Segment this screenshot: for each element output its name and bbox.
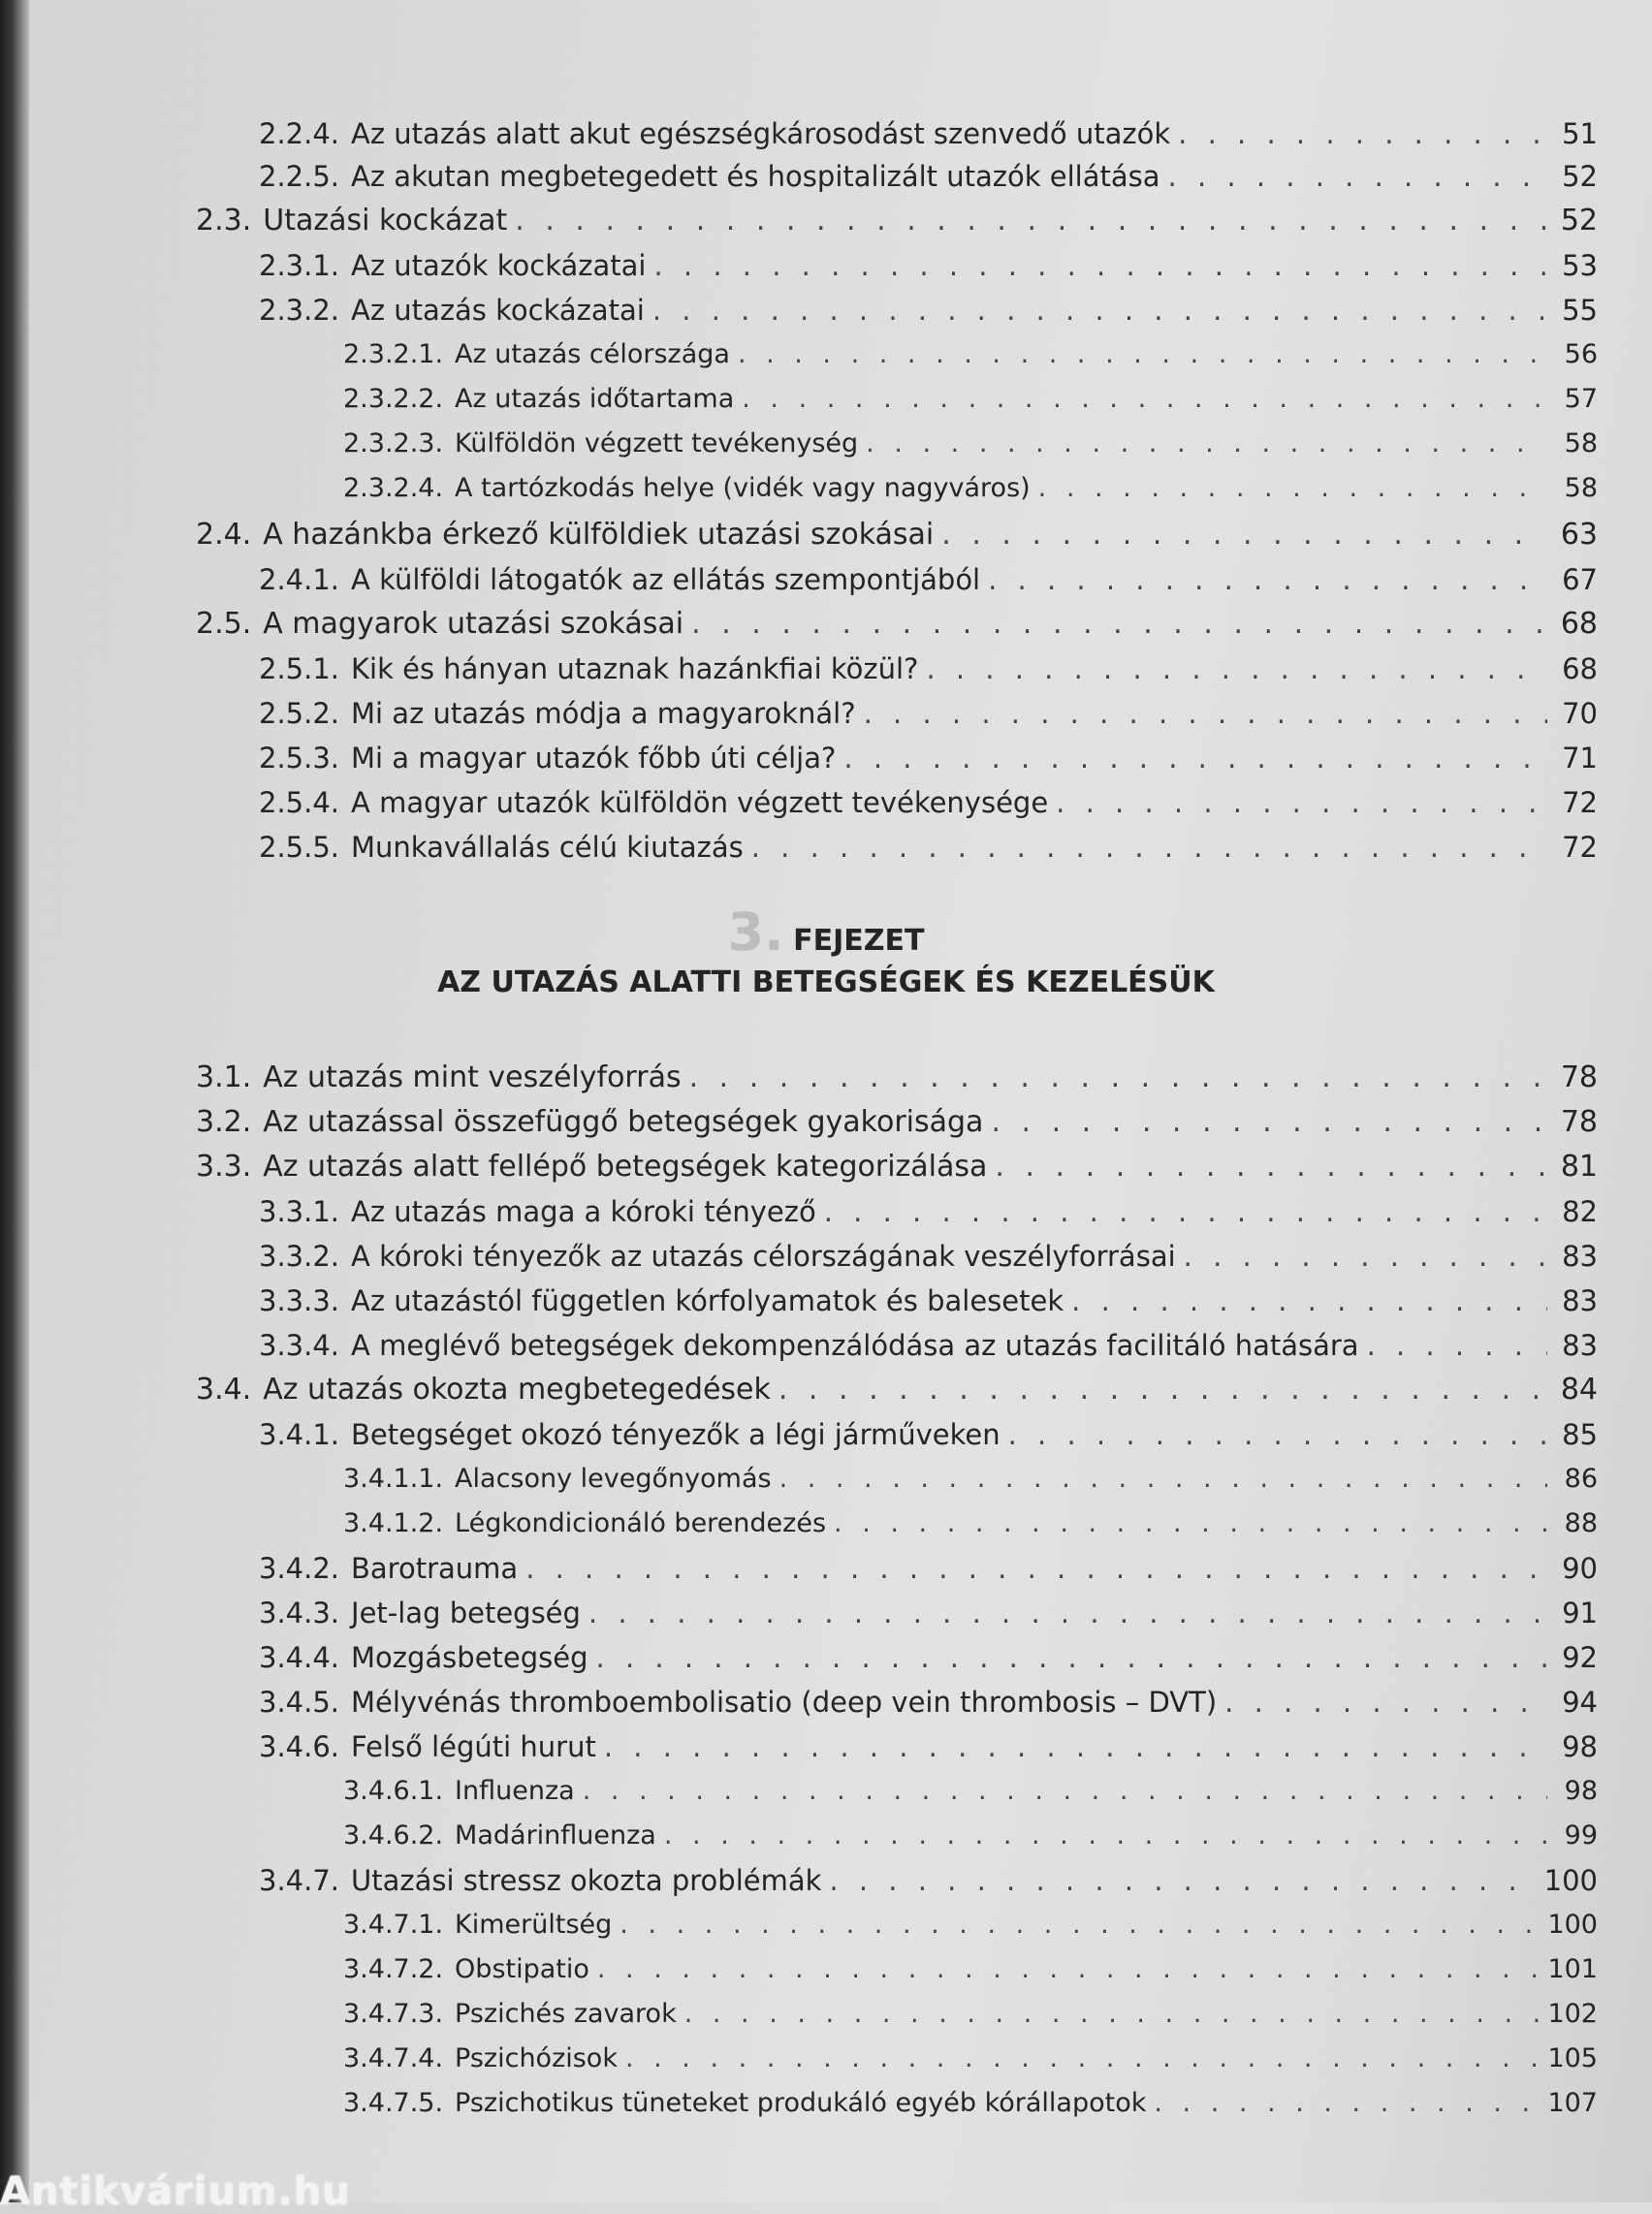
toc-entry-title: A külföldi látogatók az ellátás szempontjából: [351, 563, 981, 596]
dot-leader: [620, 1906, 1540, 1945]
toc-entry-number: 3.4.2.: [259, 1552, 340, 1585]
toc-entry: [196, 605, 1598, 644]
toc-entry: [343, 469, 1598, 508]
toc-entry: [259, 1683, 1598, 1722]
toc-entry-title: Felső légúti hurut: [351, 1730, 596, 1763]
dot-leader: [1038, 469, 1547, 508]
dot-leader: [689, 1059, 1547, 1097]
toc-entry-number: 3.3.1.: [259, 1195, 340, 1228]
toc-entry: [259, 739, 1598, 777]
dot-leader: [864, 694, 1547, 733]
toc-entry-page-number: 57: [1564, 384, 1598, 414]
toc-entry: [196, 1103, 1598, 1142]
toc-entry-number: 2.3.1.: [259, 249, 340, 282]
toc-entry: [259, 1237, 1598, 1276]
toc-entry-title: Az utazás maga a kóroki tényező: [351, 1195, 816, 1228]
chapter-number: 3.: [727, 901, 784, 963]
dot-leader: [995, 1148, 1547, 1186]
toc-entry-page-number: 78: [1560, 1060, 1598, 1094]
toc-entry-title: Pszichózisok: [455, 2043, 618, 2073]
dot-leader: [1367, 1326, 1547, 1365]
toc-entry: [259, 1727, 1598, 1766]
toc-entry-page-number: 71: [1562, 742, 1598, 775]
toc-entry: [343, 1906, 1598, 1945]
toc-entry-title: Az utazók kockázatai: [351, 249, 647, 282]
toc-entry: [259, 828, 1598, 867]
toc-entry: [259, 1326, 1598, 1365]
toc-entry: [343, 1460, 1598, 1499]
toc-entry-number: 3.4.1.2.: [343, 1508, 444, 1538]
toc-entry-title: Utazási stressz okozta problémák: [351, 1864, 822, 1897]
chapter-label: FEJEZET: [793, 924, 925, 958]
toc-entry-title: Betegséget okozó tényezők a légi járműveken: [351, 1418, 1001, 1451]
toc-entry-page-number: 94: [1562, 1686, 1598, 1719]
toc-entry-number: 2.5.1.: [259, 652, 340, 685]
toc-entry-number: 3.3.: [196, 1150, 252, 1184]
dot-leader: [834, 1504, 1547, 1543]
toc-entry-number: 3.2.: [196, 1105, 252, 1139]
toc-entry-page-number: 72: [1562, 786, 1598, 819]
toc-entry-page-number: 68: [1560, 607, 1598, 641]
toc-entry-title: Kik és hányan utaznak hazánkfiai közül?: [351, 652, 919, 685]
toc-entry-page-number: 58: [1564, 473, 1598, 503]
toc-entry-page-number: 92: [1562, 1641, 1598, 1674]
toc-entry-title: Légkondicionáló berendezés: [455, 1508, 827, 1538]
dot-leader: [824, 1192, 1547, 1231]
toc-entry-title: Utazási kockázat: [263, 204, 508, 237]
toc-entry-number: 2.2.4.: [259, 117, 340, 150]
toc-entry-page-number: 52: [1562, 160, 1598, 193]
toc-entry-page-number: 72: [1562, 831, 1598, 864]
toc-entry-page-number: 55: [1562, 294, 1598, 327]
toc-entry-page-number: 91: [1562, 1597, 1598, 1629]
toc-entry-number: 3.4.1.: [259, 1418, 340, 1451]
chapter-title: AZ UTAZÁS ALATTI BETEGSÉGEK ÉS KEZELÉSÜK: [437, 965, 1215, 999]
toc-entry-page-number: 58: [1564, 428, 1598, 459]
toc-entry-page-number: 52: [1560, 204, 1598, 237]
toc-entry-number: 3.4.: [196, 1373, 252, 1407]
dot-leader: [1178, 114, 1547, 153]
toc-entry: [196, 202, 1598, 240]
toc-entry-page-number: 107: [1547, 2088, 1598, 2118]
toc-entry-page-number: 85: [1562, 1418, 1598, 1451]
toc-entry-title: Az utazás alatt fellépő betegségek kategorizálása: [263, 1150, 988, 1184]
toc-entry-number: 3.4.7.: [259, 1864, 340, 1897]
toc-entry: [259, 1415, 1598, 1454]
toc-entry-number: 2.5.4.: [259, 786, 340, 819]
toc-entry-page-number: 83: [1562, 1284, 1598, 1317]
toc-entry-title: Influenza: [455, 1776, 575, 1806]
toc-entry-number: 3.4.6.2.: [343, 1820, 444, 1850]
dot-leader: [1224, 1683, 1547, 1722]
toc-entry-number: 2.4.: [196, 518, 252, 552]
toc-entry-page-number: 83: [1562, 1240, 1598, 1273]
toc-entry-page-number: 82: [1562, 1195, 1598, 1228]
toc-entry-number: 3.4.4.: [259, 1641, 340, 1674]
toc-entry-title: Az utazás kockázatai: [351, 294, 645, 327]
toc-entry: [196, 1371, 1598, 1409]
toc-entry: [259, 114, 1598, 153]
toc-entry-number: 2.2.5.: [259, 160, 340, 193]
toc-entry-number: 2.4.1.: [259, 563, 340, 596]
toc-entry-title: Az utazástól független kórfolyamatok és balesetek: [351, 1284, 1064, 1317]
dot-leader: [778, 1371, 1547, 1409]
toc-entry: [196, 1148, 1598, 1186]
toc-entry: [343, 335, 1598, 374]
toc-entry-page-number: 81: [1560, 1150, 1598, 1184]
toc-entry-title: Alacsony levegőnyomás: [455, 1464, 772, 1494]
toc-entry-title: A magyar utazók külföldön végzett tevékenysége: [351, 786, 1049, 819]
toc-entry-number: 3.4.5.: [259, 1686, 340, 1719]
toc-entry-number: 2.5.3.: [259, 742, 340, 775]
toc-entry-number: 3.4.7.4.: [343, 2043, 444, 2073]
toc-entry: [343, 1995, 1598, 2034]
toc-entry: [259, 157, 1598, 196]
toc-entry: [343, 425, 1598, 463]
toc-entry-page-number: 101: [1547, 1954, 1598, 1984]
toc-entry-number: 3.1.: [196, 1060, 252, 1094]
toc-entry-number: 2.3.2.: [259, 294, 340, 327]
toc-entry-page-number: 53: [1562, 249, 1598, 282]
toc-entry-title: A tartózkodás helye (vidék vagy nagyváros): [455, 473, 1031, 503]
toc-entry-number: 3.4.7.2.: [343, 1954, 444, 1984]
dot-leader: [654, 246, 1548, 285]
toc-entry-page-number: 83: [1562, 1329, 1598, 1362]
toc-entry-number: 2.3.: [196, 204, 252, 237]
toc-entry-title: A hazánkba érkező külföldiek utazási szokásai: [263, 518, 935, 552]
toc-entry: [196, 1059, 1598, 1097]
dot-leader: [515, 202, 1547, 240]
dot-leader: [829, 1861, 1536, 1900]
toc-entry-title: Munkavállalás célú kiutazás: [351, 831, 744, 864]
toc-entry-title: Az akutan megbetegedett és hospitalizált utazók ellátása: [351, 160, 1160, 193]
toc-entry: [343, 1817, 1598, 1855]
toc-entry-title: Jet-lag betegség: [351, 1597, 581, 1629]
toc-entry: [259, 783, 1598, 822]
watermark-text: Antikvárium.hu: [0, 2169, 351, 2214]
dot-leader: [1184, 1237, 1547, 1276]
dot-leader: [1008, 1415, 1547, 1454]
book-spine-shadow: [0, 0, 29, 2202]
toc-entry-title: Az utazás időtartama: [455, 384, 735, 414]
toc-entry-number: 3.4.6.: [259, 1730, 340, 1763]
toc-entry-number: 2.3.2.4.: [343, 473, 444, 503]
chapter-heading: [0, 901, 1652, 963]
toc-entry-number: 3.4.1.1.: [343, 1464, 444, 1494]
toc-entry: [259, 1594, 1598, 1632]
toc-entry-page-number: 102: [1547, 1999, 1598, 2029]
toc-entry-page-number: 56: [1564, 339, 1598, 369]
toc-entry-title: Pszichés zavarok: [455, 1999, 677, 2029]
toc-entry-page-number: 100: [1547, 1910, 1598, 1940]
dot-leader: [588, 1594, 1547, 1632]
toc-entry-number: 3.3.2.: [259, 1240, 340, 1273]
toc-entry-title: Mozgásbetegség: [351, 1641, 588, 1674]
toc-entry: [259, 560, 1598, 599]
toc-entry-page-number: 98: [1564, 1776, 1598, 1806]
toc-entry-page-number: 51: [1562, 117, 1598, 150]
toc-entry-title: Az utazás célországa: [455, 339, 730, 369]
toc-entry: [259, 291, 1598, 330]
toc-entry: [259, 1549, 1598, 1588]
dot-leader: [625, 2040, 1540, 2078]
toc-entry-title: Barotrauma: [351, 1552, 519, 1585]
dot-leader: [691, 605, 1547, 644]
dot-leader: [866, 425, 1547, 463]
toc-entry-page-number: 105: [1547, 2043, 1598, 2073]
toc-entry-page-number: 99: [1564, 1820, 1598, 1850]
dot-leader: [1071, 1281, 1547, 1320]
toc-entry-title: Mélyvénás thromboembolisatio (deep vein thrombosis – DVT): [351, 1686, 1218, 1719]
dot-leader: [1168, 157, 1547, 196]
toc-entry: [343, 1950, 1598, 1989]
toc-entry-number: 2.5.5.: [259, 831, 340, 864]
dot-leader: [1056, 783, 1547, 822]
toc-entry-title: Az utazás okozta megbetegedések: [263, 1373, 771, 1407]
dot-leader: [738, 335, 1547, 374]
toc-entry: [259, 1281, 1598, 1320]
toc-entry-page-number: 86: [1564, 1464, 1598, 1494]
dot-leader: [742, 380, 1547, 419]
toc-entry-title: A meglévő betegségek dekompenzálódása az utazás facilitáló hatására: [351, 1329, 1359, 1362]
toc-entry: [196, 516, 1598, 554]
toc-entry-page-number: 68: [1562, 652, 1598, 685]
dot-leader: [926, 649, 1547, 688]
toc-entry-page-number: 100: [1543, 1864, 1598, 1897]
toc-entry: [343, 1772, 1598, 1811]
toc-entry-number: 3.3.4.: [259, 1329, 340, 1362]
toc-entry-page-number: 78: [1560, 1105, 1598, 1139]
dot-leader: [941, 516, 1547, 554]
toc-entry-page-number: 70: [1562, 697, 1598, 730]
toc-entry-title: Obstipatio: [455, 1954, 589, 1984]
toc-entry-number: 3.4.6.1.: [343, 1776, 444, 1806]
dot-leader: [583, 1772, 1547, 1811]
toc-entry-page-number: 63: [1560, 518, 1598, 552]
dot-leader: [1154, 2084, 1540, 2123]
dot-leader: [652, 291, 1547, 330]
toc-entry-number: 2.5.2.: [259, 697, 340, 730]
toc-entry-title: Mi az utazás módja a magyaroknál?: [351, 697, 856, 730]
dot-leader: [596, 1638, 1547, 1677]
toc-entry: [259, 1861, 1598, 1900]
dot-leader: [843, 739, 1547, 777]
toc-entry-number: 2.3.2.2.: [343, 384, 444, 414]
toc-entry-title: Kimerültség: [455, 1910, 613, 1940]
dot-leader: [604, 1727, 1547, 1766]
toc-entry-title: Az utazással összefüggő betegségek gyakorisága: [263, 1105, 984, 1139]
toc-entry-number: 3.4.7.1.: [343, 1910, 444, 1940]
dot-leader: [597, 1950, 1541, 1989]
toc-entry-number: 2.3.2.3.: [343, 428, 444, 459]
toc-entry-page-number: 84: [1560, 1373, 1598, 1407]
toc-entry-page-number: 88: [1564, 1508, 1598, 1538]
toc-entry-title: Külföldön végzett tevékenység: [455, 428, 859, 459]
toc-entry-page-number: 67: [1562, 563, 1598, 596]
toc-entry-number: 3.4.7.3.: [343, 1999, 444, 2029]
toc-entry-title: Mi a magyar utazók főbb úti célja?: [351, 742, 837, 775]
toc-entry: [343, 1504, 1598, 1543]
toc-entry-number: 3.3.3.: [259, 1284, 340, 1317]
toc-entry: [259, 649, 1598, 688]
toc-entry-title: Madárinfluenza: [455, 1820, 656, 1850]
toc-entry: [259, 246, 1598, 285]
toc-entry-number: 3.4.3.: [259, 1597, 340, 1629]
toc-entry-page-number: 90: [1562, 1552, 1598, 1585]
toc-entry: [343, 2040, 1598, 2078]
toc-entry: [259, 694, 1598, 733]
toc-entry: [259, 1638, 1598, 1677]
toc-entry-title: A kóroki tényezők az utazás célországának veszélyforrásai: [351, 1240, 1176, 1273]
dot-leader: [991, 1103, 1547, 1142]
toc-entry: [343, 380, 1598, 419]
dot-leader: [751, 828, 1547, 867]
toc-entry: [343, 2084, 1598, 2123]
dot-leader: [664, 1817, 1547, 1855]
toc-entry-number: 3.4.7.5.: [343, 2088, 444, 2118]
toc-entry-page-number: 98: [1562, 1730, 1598, 1763]
toc-entry-number: 2.5.: [196, 607, 252, 641]
dot-leader: [525, 1549, 1547, 1588]
toc-entry-title: A magyarok utazási szokásai: [263, 607, 684, 641]
toc-entry-title: Az utazás mint veszélyforrás: [263, 1060, 682, 1094]
toc-entry: [259, 1192, 1598, 1231]
dot-leader: [684, 1995, 1541, 2034]
dot-leader: [779, 1460, 1547, 1499]
dot-leader: [988, 560, 1547, 599]
toc-entry-number: 2.3.2.1.: [343, 339, 444, 369]
toc-entry-title: Az utazás alatt akut egészségkárosodást szenvedő utazók: [351, 117, 1171, 150]
toc-entry-title: Pszichotikus tüneteket produkáló egyéb kórállapotok: [455, 2088, 1147, 2118]
